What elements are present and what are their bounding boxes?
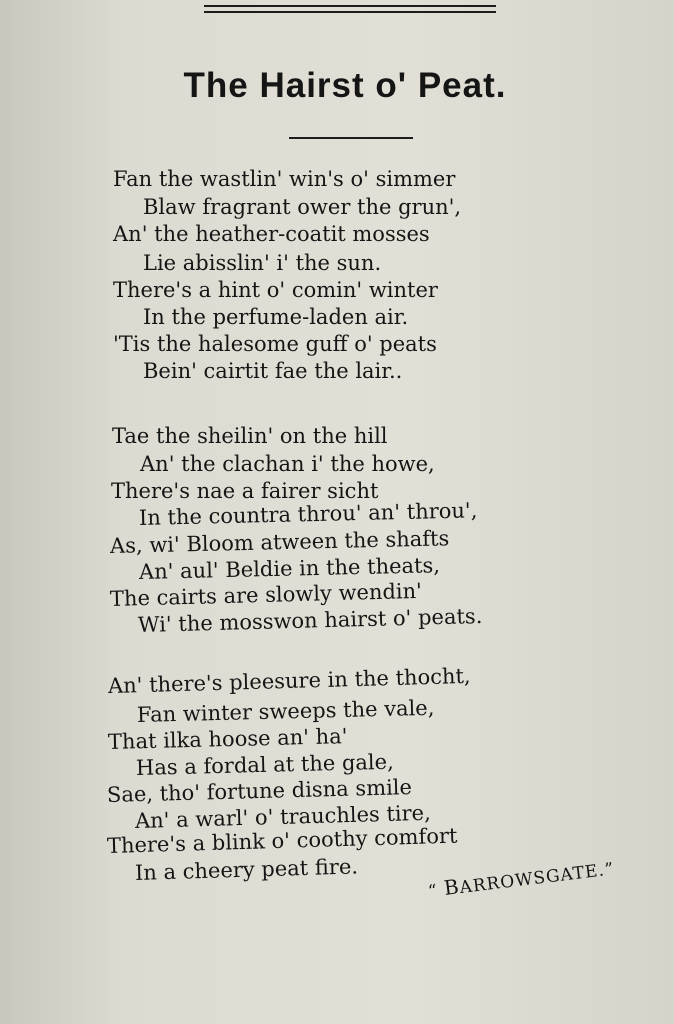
title-divider [289,137,413,139]
poem-line: As, wi' Bloom atween the shafts [109,526,450,558]
poem-line: In the countra throu' an' throu', [138,498,478,530]
poem-line: Fan winter sweeps the vale, [136,695,435,727]
poem-line: That ilka hoose an' ha' [107,724,348,754]
signature-close-quote: ” [603,859,616,881]
poem-line: 'Tis the halesome guff o' peats [113,332,437,356]
poem-line: Sae, tho' fortune disna smile [106,775,413,807]
poem-line: Fan the wastlin' win's o' simmer [113,167,456,191]
poem-line: Blaw fragrant ower the grun', [143,195,462,219]
poem-line: There's a hint o' comin' winter [113,278,438,302]
poem-line: An' there's pleesure in the thocht, [107,663,471,698]
poem-title: The Hairst o' Peat. [183,66,507,105]
poem-line: There's nae a fairer sicht [111,479,379,503]
top-double-rule [204,5,496,13]
poem-line: Bein' cairtit fae the lair.. [143,359,403,383]
poem-line: An' the clachan i' the howe, [140,452,435,476]
signature-open-quote: “ [427,880,440,902]
poem-line: In a cheery peat fire. [134,854,359,885]
poem-line: The cairts are slowly wendin' [109,578,423,611]
signature-rest: ARROWSGATE. [458,860,606,899]
author-signature [427,855,616,902]
poem-line: Has a fordal at the gale, [135,749,394,780]
poem-line: In the perfume-laden air. [143,305,409,329]
poem-line: An' a warl' o' trauchles tire, [134,800,432,833]
poem-line: An' the heather-coatit mosses [113,222,430,246]
poem-line: Lie abisslin' i' the sun. [143,251,382,275]
poem-line: An' aul' Beldie in the theats, [138,553,441,584]
poem-line: There's a blink o' coothy comfort [106,823,458,858]
poem-line: Wi' the mosswon hairst o' peats. [137,603,483,637]
poem-line: Tae the sheilin' on the hill [112,424,388,448]
signature-initial: B [442,874,462,900]
